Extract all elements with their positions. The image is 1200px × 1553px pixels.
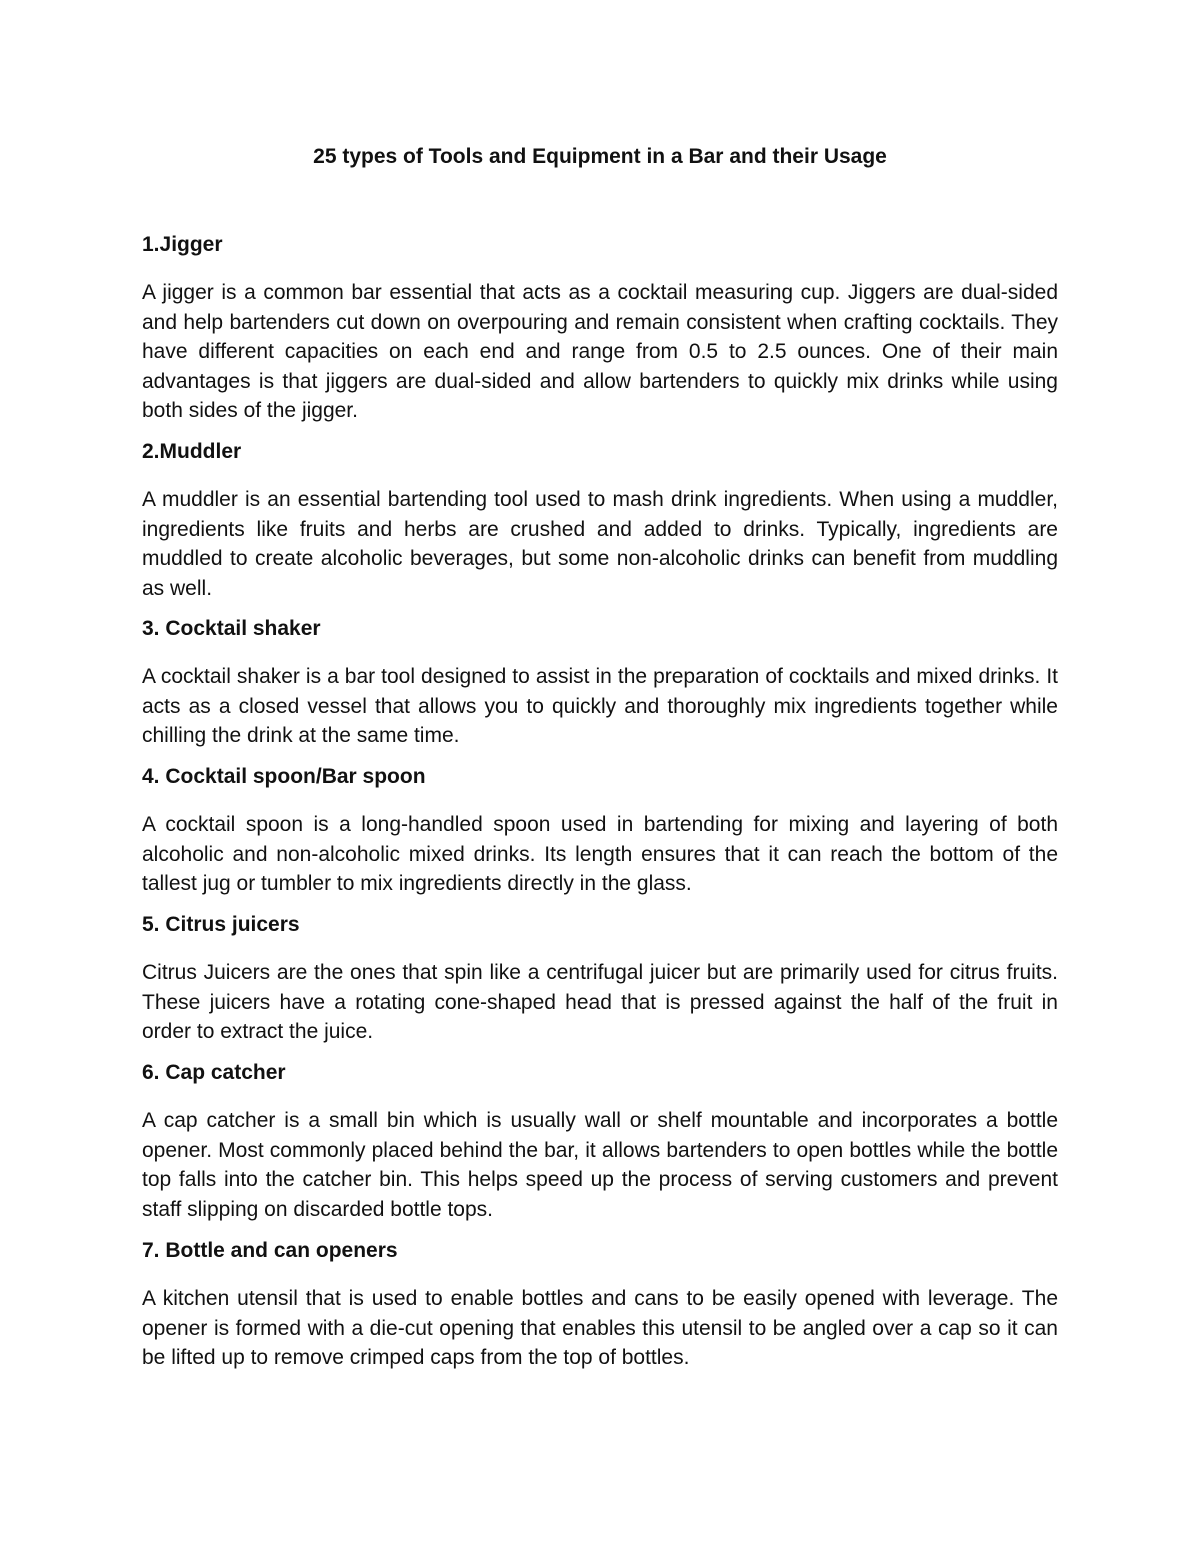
section-jigger: [142, 232, 1058, 426]
section-heading: 7. Bottle and can openers: [142, 1239, 398, 1262]
section-heading: 3. Cocktail shaker: [142, 617, 321, 640]
section-cap-catcher: [142, 1060, 1058, 1224]
section-body: Citrus Juicers are the ones that spin like a centrifugal juicer but are primarily used for citrus fruits. These juicers have a rotating cone-shaped head that is pressed against the half of the fruit in order to extract the juice.: [142, 961, 1058, 1043]
section-citrus-juicers: [142, 912, 1058, 1047]
section-heading: 1.Jigger: [142, 233, 223, 256]
section-body: A cocktail shaker is a bar tool designed to assist in the preparation of cocktails and mixed drinks. It acts as a closed vessel that allows you to quickly and thoroughly mix ingredients together while chilling the drink at the same time.: [142, 665, 1058, 747]
section-body: A cap catcher is a small bin which is usually wall or shelf mountable and incorporates a bottle opener. Most commonly placed behind the bar, it allows bartenders to open bottles while the bottle top falls into the catcher bin. This helps speed up the process of serving customers and prevent staff slipping on discarded bottle tops.: [142, 1109, 1058, 1221]
section-heading: 5. Citrus juicers: [142, 913, 300, 936]
section-cocktail-spoon: [142, 764, 1058, 899]
document-title: 25 types of Tools and Equipment in a Bar and their Usage: [313, 145, 887, 168]
section-body: A muddler is an essential bartending tool used to mash drink ingredients. When using a muddler, ingredients like fruits and herbs are crushed and added to drinks. Typically, ingredients are muddled to create alcoholic beverages, but some non-alcoholic drinks can benefit from muddling as well.: [142, 488, 1058, 600]
section-body: A kitchen utensil that is used to enable bottles and cans to be easily opened with leverage. The opener is formed with a die-cut opening that enables this utensil to be angled over a cap so it can be lifted up to remove crimped caps from the top of bottles.: [142, 1287, 1058, 1369]
section-cocktail-shaker: [142, 616, 1058, 751]
section-muddler: [142, 439, 1058, 603]
section-bottle-openers: [142, 1238, 1058, 1373]
section-heading: 4. Cocktail spoon/Bar spoon: [142, 765, 426, 788]
section-heading: 6. Cap catcher: [142, 1061, 286, 1084]
section-heading: 2.Muddler: [142, 440, 242, 463]
section-body: A cocktail spoon is a long-handled spoon used in bartending for mixing and layering of both alcoholic and non-alcoholic mixed drinks. Its length ensures that it can reach the bottom of the tallest jug or tumbler to mix ingredients directly in the glass.: [142, 813, 1058, 895]
section-body: A jigger is a common bar essential that acts as a cocktail measuring cup. Jiggers are dual-sided and help bartenders cut down on overpouring and remain consistent when crafting cocktails. They have different capacities on each end and range from 0.5 to 2.5 ounces. One of their main advantages is that jiggers are dual-sided and allow bartenders to quickly mix drinks while using both sides of the jigger.: [142, 281, 1058, 422]
